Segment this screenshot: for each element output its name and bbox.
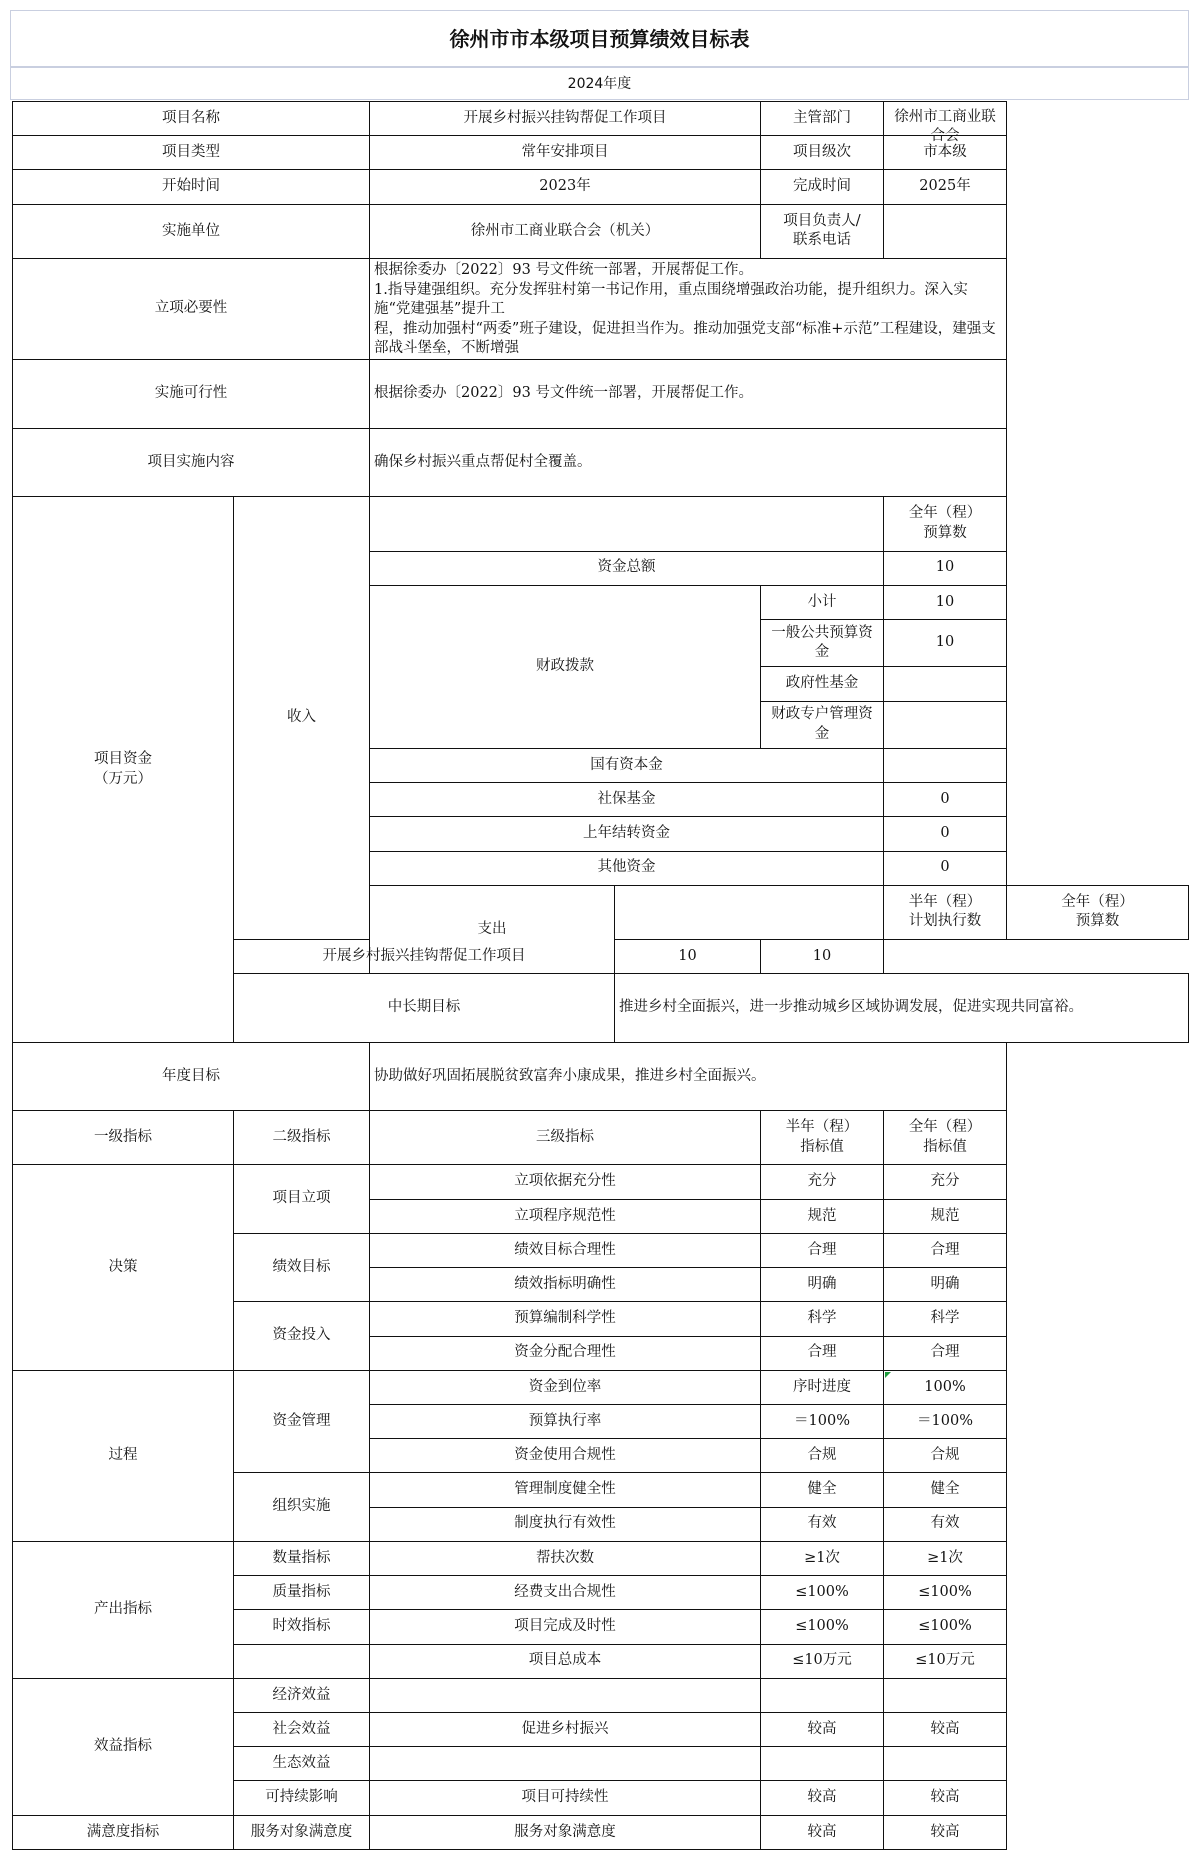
- full-value: ≤100%: [884, 1576, 1007, 1610]
- indicator-level2-header: 二级指标: [234, 1111, 370, 1165]
- half-value: 充分: [761, 1165, 884, 1199]
- dept-value: [884, 102, 1007, 145]
- level3-indicator: 项目完成及时性: [370, 1610, 761, 1644]
- full-value: [884, 1678, 1007, 1712]
- annual-goal-label: 年度目标: [13, 1042, 370, 1110]
- full-value: 规范: [884, 1199, 1007, 1233]
- state-capital-value: [884, 748, 1007, 782]
- level3-indicator: 立项程序规范性: [370, 1199, 761, 1233]
- project-level-value: 市本级: [884, 136, 1007, 170]
- special-account-label: 财政专户管理资金: [761, 701, 884, 748]
- feasibility-text: 根据徐委办〔2022〕93 号文件统一部署，开展帮促工作。: [370, 360, 1007, 428]
- full-value: 充分: [884, 1165, 1007, 1199]
- contact-value: [884, 204, 1007, 258]
- other-funds-value: 0: [884, 851, 1007, 885]
- year-label: 2024年度: [10, 67, 1189, 100]
- level3-indicator: 服务对象满意度: [370, 1815, 761, 1849]
- level1-process: 过程: [13, 1370, 234, 1541]
- level2-sustainable: 可持续影响: [234, 1781, 370, 1815]
- full-value: 明确: [884, 1268, 1007, 1302]
- total-funds-label: 资金总额: [370, 551, 884, 585]
- state-capital-label: 国有资本金: [370, 748, 884, 782]
- performance-target-table: [12, 101, 1189, 1850]
- level3-indicator: [370, 1678, 761, 1712]
- funds-label: 项目资金 （万元）: [13, 497, 234, 1042]
- half-value-header: 半年（程） 指标值: [761, 1111, 884, 1165]
- project-level-label: 项目级次: [761, 136, 884, 170]
- half-value: [761, 1747, 884, 1781]
- half-value: 合理: [761, 1233, 884, 1267]
- feasibility-label: 实施可行性: [13, 360, 370, 428]
- half-value: 合规: [761, 1439, 884, 1473]
- expense-annual-header: 全年（程） 预算数: [1007, 885, 1189, 939]
- full-value: 健全: [884, 1473, 1007, 1507]
- expense-half-value: 10: [615, 940, 761, 974]
- level3-indicator: 资金分配合理性: [370, 1336, 761, 1370]
- level2-quality: 质量指标: [234, 1576, 370, 1610]
- content-label: 项目实施内容: [13, 428, 370, 496]
- project-type-value: 常年安排项目: [370, 136, 761, 170]
- level2-economic: 经济效益: [234, 1678, 370, 1712]
- level3-indicator: 制度执行有效性: [370, 1507, 761, 1541]
- project-name-value: 开展乡村振兴挂钩帮促工作项目: [370, 102, 761, 136]
- level2-performance-goal: 绩效目标: [234, 1233, 370, 1301]
- start-time-label: 开始时间: [13, 170, 370, 204]
- expense-annual-value: 10: [761, 940, 884, 974]
- income-header-blank: [370, 497, 884, 551]
- other-funds-label: 其他资金: [370, 851, 884, 885]
- general-budget-value: 10: [884, 620, 1007, 667]
- half-value: ≤100%: [761, 1576, 884, 1610]
- level2-fund-input: 资金投入: [234, 1302, 370, 1370]
- full-value: 合理: [884, 1336, 1007, 1370]
- fiscal-allocation-label: 财政拨款: [370, 585, 761, 748]
- level3-indicator: 资金到位率: [370, 1370, 761, 1404]
- level3-indicator: 预算编制科学性: [370, 1302, 761, 1336]
- level3-indicator: 帮扶次数: [370, 1541, 761, 1575]
- level2-timeliness: 时效指标: [234, 1610, 370, 1644]
- social-fund-value: 0: [884, 783, 1007, 817]
- full-value: 合规: [884, 1439, 1007, 1473]
- half-value: 较高: [761, 1815, 884, 1849]
- full-value: 较高: [884, 1781, 1007, 1815]
- necessity-label: 立项必要性: [13, 258, 370, 359]
- level3-indicator: 经费支出合规性: [370, 1576, 761, 1610]
- level2-blank: [234, 1644, 370, 1678]
- half-value: 有效: [761, 1507, 884, 1541]
- total-funds-value: 10: [884, 551, 1007, 585]
- carryover-value: 0: [884, 817, 1007, 851]
- subtotal-label: 小计: [761, 585, 884, 619]
- full-value: ≤100%: [884, 1610, 1007, 1644]
- level3-indicator: [370, 1747, 761, 1781]
- full-value: ≤10万元: [884, 1644, 1007, 1678]
- level3-indicator: 促进乡村振兴: [370, 1712, 761, 1746]
- half-value: 健全: [761, 1473, 884, 1507]
- gov-fund-value: [884, 667, 1007, 701]
- level3-indicator: 绩效指标明确性: [370, 1268, 761, 1302]
- level3-indicator: 管理制度健全性: [370, 1473, 761, 1507]
- half-value: 明确: [761, 1268, 884, 1302]
- half-value: ≥1次: [761, 1541, 884, 1575]
- half-value: 规范: [761, 1199, 884, 1233]
- level2-fund-management: 资金管理: [234, 1370, 370, 1473]
- end-time-label: 完成时间: [761, 170, 884, 204]
- half-value: 较高: [761, 1781, 884, 1815]
- half-value: ＝100%: [761, 1404, 884, 1438]
- half-value: 科学: [761, 1302, 884, 1336]
- level2-social: 社会效益: [234, 1712, 370, 1746]
- half-value: 合理: [761, 1336, 884, 1370]
- annual-goal-text: 协助做好巩固拓展脱贫致富奔小康成果，推进乡村全面振兴。: [370, 1042, 1007, 1110]
- start-time-value: 2023年: [370, 170, 761, 204]
- level3-indicator: 预算执行率: [370, 1404, 761, 1438]
- annual-budget-header: 全年（程） 预算数: [884, 497, 1007, 551]
- full-value: 较高: [884, 1712, 1007, 1746]
- mid-term-goal-label: 中长期目标: [234, 974, 615, 1042]
- full-value: [884, 1747, 1007, 1781]
- subtotal-value: 10: [884, 585, 1007, 619]
- full-value: 有效: [884, 1507, 1007, 1541]
- full-value-header: 全年（程） 指标值: [884, 1111, 1007, 1165]
- expense-item: 开展乡村振兴挂钩帮促工作项目: [234, 940, 615, 974]
- level3-indicator: 资金使用合规性: [370, 1439, 761, 1473]
- special-account-value: [884, 701, 1007, 748]
- project-type-label: 项目类型: [13, 136, 370, 170]
- expense-label: 支出: [370, 885, 615, 974]
- half-value: ≤100%: [761, 1610, 884, 1644]
- half-value: [761, 1678, 884, 1712]
- level3-indicator: 绩效目标合理性: [370, 1233, 761, 1267]
- full-value: ≥1次: [884, 1541, 1007, 1575]
- half-value: 序时进度: [761, 1370, 884, 1404]
- gov-fund-label: 政府性基金: [761, 667, 884, 701]
- full-value: 100%: [884, 1370, 1007, 1404]
- general-budget-label: 一般公共预算资金: [761, 620, 884, 667]
- level2-organization: 组织实施: [234, 1473, 370, 1541]
- implementing-unit-label: 实施单位: [13, 204, 370, 258]
- end-time-value: 2025年: [884, 170, 1007, 204]
- project-name-label: 项目名称: [13, 102, 370, 136]
- level3-indicator: 项目总成本: [370, 1644, 761, 1678]
- necessity-text: 根据徐委办〔2022〕93 号文件统一部署，开展帮促工作。 1.指导建强组织。充分发挥驻村第一书记作用，重点围绕增强政治功能，提升组织力。深入实施“党建强基”提升工 程，推动加强村“两委”班子建设，促进担当作为。推动加强党支部“标准+示范”工程建设，建强支部战斗堡垒，不断增强: [374, 261, 996, 357]
- level2-service-satisfaction: 服务对象满意度: [234, 1815, 370, 1849]
- level1-decision: 决策: [13, 1165, 234, 1370]
- page-title: 徐州市市本级项目预算绩效目标表: [10, 10, 1189, 67]
- level2-project-approval: 项目立项: [234, 1165, 370, 1233]
- income-label: 收入: [234, 497, 370, 940]
- content-text: 确保乡村振兴重点帮促村全覆盖。: [370, 428, 1007, 496]
- contact-label: 项目负责人/ 联系电话: [761, 204, 884, 258]
- level1-benefit: 效益指标: [13, 1678, 234, 1815]
- dept-text: 徐州市工商业联合会: [894, 108, 996, 145]
- expense-header-blank: [615, 885, 884, 939]
- necessity-cell: [370, 258, 1007, 359]
- full-value: ＝100%: [884, 1404, 1007, 1438]
- full-value: 科学: [884, 1302, 1007, 1336]
- half-value: ≤10万元: [761, 1644, 884, 1678]
- level1-output: 产出指标: [13, 1541, 234, 1678]
- full-value: 较高: [884, 1815, 1007, 1849]
- half-value: 较高: [761, 1712, 884, 1746]
- level2-quantity: 数量指标: [234, 1541, 370, 1575]
- mid-term-goal-text: 推进乡村全面振兴，进一步推动城乡区域协调发展，促进实现共同富裕。: [615, 974, 1189, 1042]
- social-fund-label: 社保基金: [370, 783, 884, 817]
- indicator-level1-header: 一级指标: [13, 1111, 234, 1165]
- level2-ecological: 生态效益: [234, 1747, 370, 1781]
- dept-label: 主管部门: [761, 102, 884, 136]
- level3-indicator: 立项依据充分性: [370, 1165, 761, 1199]
- indicator-level3-header: 三级指标: [370, 1111, 761, 1165]
- full-value: 合理: [884, 1233, 1007, 1267]
- level3-indicator: 项目可持续性: [370, 1781, 761, 1815]
- level1-satisfaction: 满意度指标: [13, 1815, 234, 1849]
- half-plan-header: 半年（程） 计划执行数: [884, 885, 1007, 939]
- carryover-label: 上年结转资金: [370, 817, 884, 851]
- implementing-unit-value: 徐州市工商业联合会（机关）: [370, 204, 761, 258]
